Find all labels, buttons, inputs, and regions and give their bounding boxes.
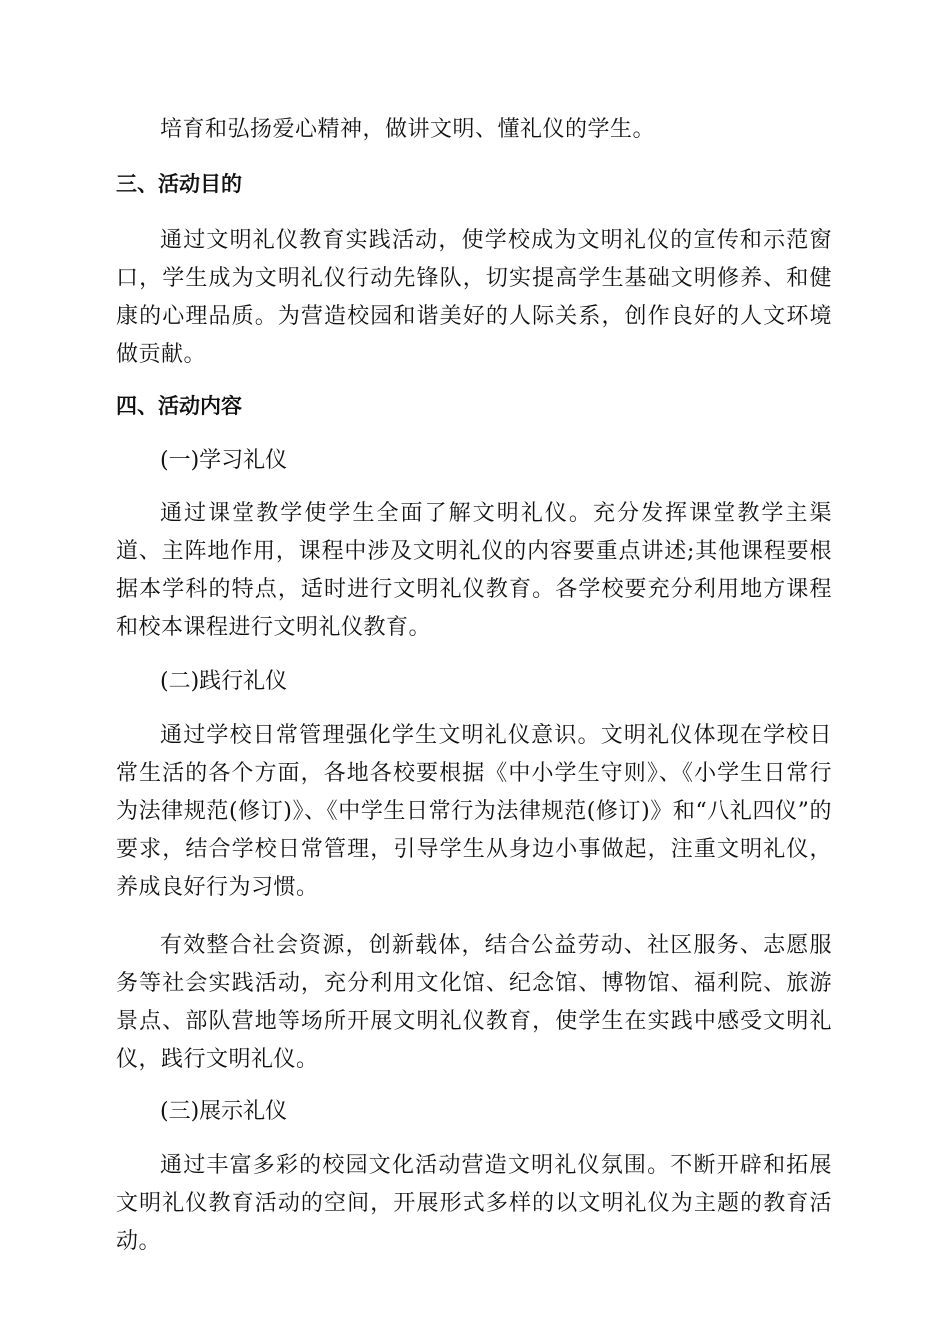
paragraph-practice-etiquette: 通过学校日常管理强化学生文明礼仪意识。文明礼仪体现在学校日常生活的各个方面，各地各校要根据《中小学生守则》、《小学生日常行为法律规范(修订)》、《中学生日常行为法律规范(修订)》和“八礼四仪”的要求，结合学校日常管理，引导学生从身边小事做起，注重文明礼仪，养成良好行为习惯。 bbox=[116, 723, 832, 900]
paragraph-learn-etiquette: 通过课堂教学使学生全面了解文明礼仪。充分发挥课堂教学主渠道、主阵地作用，课程中涉及文明礼仪的内容要重点讲述;其他课程要根据本学科的特点，适时进行文明礼仪教育。各学校要充分利用地方课程和校本课程进行文明礼仪教育。 bbox=[116, 501, 832, 640]
paragraph-social-resources: 有效整合社会资源，创新载体，结合公益劳动、社区服务、志愿服务等社会实践活动，充分利用文化馆、纪念馆、博物馆、福利院、旅游景点、部队营地等场所开展文明礼仪教育，使学生在实践中感受文明礼仪，践行文明礼仪。 bbox=[116, 933, 832, 1072]
subheading-learn-etiquette: (一)学习礼仪 bbox=[160, 448, 288, 473]
section-heading-purpose: 三、活动目的 bbox=[116, 172, 242, 196]
paragraph-show-etiquette: 通过丰富多彩的校园文化活动营造文明礼仪氛围。不断开辟和拓展文明礼仪教育活动的空间，开展形式多样的以文明礼仪为主题的教育活动。 bbox=[116, 1153, 832, 1254]
subheading-practice-etiquette: (二)践行礼仪 bbox=[160, 669, 288, 694]
paragraph-purpose: 通过文明礼仪教育实践活动，使学校成为文明礼仪的宣传和示范窗口，学生成为文明礼仪行动先锋队，切实提高学生基础文明修养、和健康的心理品质。为营造校园和谐美好的人际关系，创作良好的人文环境做贡献。 bbox=[116, 228, 832, 367]
section-heading-content: 四、活动内容 bbox=[116, 394, 242, 418]
paragraph-intro-tail: 培育和弘扬爱心精神，做讲文明、懂礼仪的学生。 bbox=[160, 117, 656, 142]
subheading-show-etiquette: (三)展示礼仪 bbox=[160, 1099, 288, 1124]
